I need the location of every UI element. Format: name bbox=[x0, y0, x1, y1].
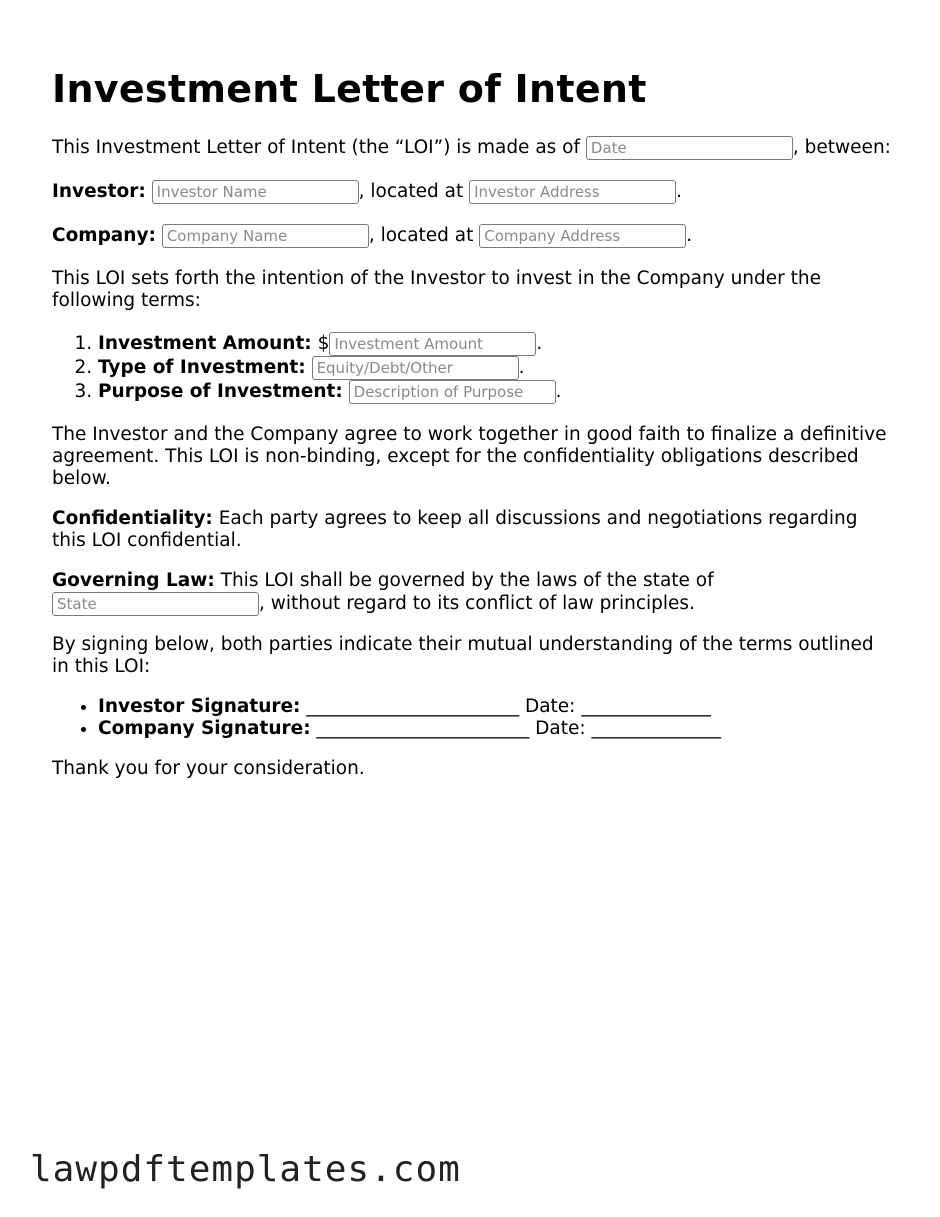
document-page bbox=[52, 0, 892, 780]
signing-paragraph: By signing below, both parties indicate their mutual understanding of the terms outlined in this LOI: bbox=[52, 634, 874, 677]
company-label: Company: bbox=[52, 225, 156, 246]
investor-address-field[interactable] bbox=[469, 180, 676, 204]
terms-list bbox=[52, 332, 892, 404]
governing-law-text: This LOI shall be governed by the laws of the state of bbox=[220, 570, 714, 591]
date-label: Date: bbox=[535, 718, 586, 739]
confidentiality-paragraph bbox=[52, 508, 892, 552]
intro-paragraph bbox=[52, 136, 892, 160]
term-label: Purpose of Investment: bbox=[98, 381, 343, 402]
list-item bbox=[98, 380, 892, 404]
confidentiality-label: Confidentiality: bbox=[52, 508, 213, 529]
investor-line bbox=[52, 180, 892, 204]
investment-purpose-field[interactable] bbox=[349, 380, 556, 404]
term-end: . bbox=[555, 381, 562, 402]
good-faith-paragraph: The Investor and the Company agree to work together in good faith to finalize a definitive agreement. This LOI is non-binding, except for the confidentiality obligations described below. bbox=[52, 424, 887, 489]
signature-list bbox=[52, 696, 892, 740]
term-end: . bbox=[518, 357, 525, 378]
governing-law-label: Governing Law: bbox=[52, 570, 215, 591]
term-prefix: $ bbox=[317, 333, 330, 354]
list-item bbox=[98, 696, 892, 718]
investment-amount-field[interactable] bbox=[329, 332, 536, 356]
terms-intro: This LOI sets forth the intention of the Investor to invest in the Company under the following terms: bbox=[52, 268, 821, 311]
term-end: . bbox=[536, 333, 543, 354]
company-name-field[interactable] bbox=[162, 224, 369, 248]
intro-text: This Investment Letter of Intent (the “LOI”) is made as of bbox=[52, 137, 581, 158]
company-located-text: , located at bbox=[368, 225, 474, 246]
date-line: ______________ bbox=[591, 718, 721, 739]
intro-between-text: , between: bbox=[792, 137, 891, 158]
page-title: Investment Letter of Intent bbox=[52, 67, 647, 111]
term-label: Type of Investment: bbox=[98, 357, 306, 378]
closing-text: Thank you for your consideration. bbox=[52, 758, 365, 779]
investor-end: . bbox=[676, 181, 682, 202]
list-item bbox=[98, 332, 892, 356]
signature-line: _______________________ bbox=[316, 718, 530, 739]
investor-label: Investor: bbox=[52, 181, 146, 202]
state-field[interactable] bbox=[52, 592, 259, 616]
investment-type-field[interactable] bbox=[312, 356, 519, 380]
signature-label: Investor Signature: bbox=[98, 696, 301, 717]
list-item bbox=[98, 718, 892, 740]
signature-label: Company Signature: bbox=[98, 718, 311, 739]
investor-name-field[interactable] bbox=[152, 180, 359, 204]
confidentiality-text: Each party agrees to keep all discussions and negotiations regarding this LOI confidential. bbox=[52, 508, 858, 551]
signature-line: _______________________ bbox=[306, 696, 520, 717]
list-item bbox=[98, 356, 892, 380]
company-address-field[interactable] bbox=[479, 224, 686, 248]
date-line: ______________ bbox=[581, 696, 711, 717]
footer-watermark: lawpdftemplates.com bbox=[30, 1149, 461, 1190]
governing-law-paragraph bbox=[52, 570, 892, 616]
governing-law-after-text: , without regard to its conflict of law principles. bbox=[259, 593, 695, 614]
date-label: Date: bbox=[524, 696, 576, 717]
term-label: Investment Amount: bbox=[98, 333, 312, 354]
investor-located-text: , located at bbox=[358, 181, 464, 202]
company-end: . bbox=[686, 225, 693, 246]
date-field[interactable] bbox=[586, 136, 793, 160]
company-line bbox=[52, 224, 892, 248]
